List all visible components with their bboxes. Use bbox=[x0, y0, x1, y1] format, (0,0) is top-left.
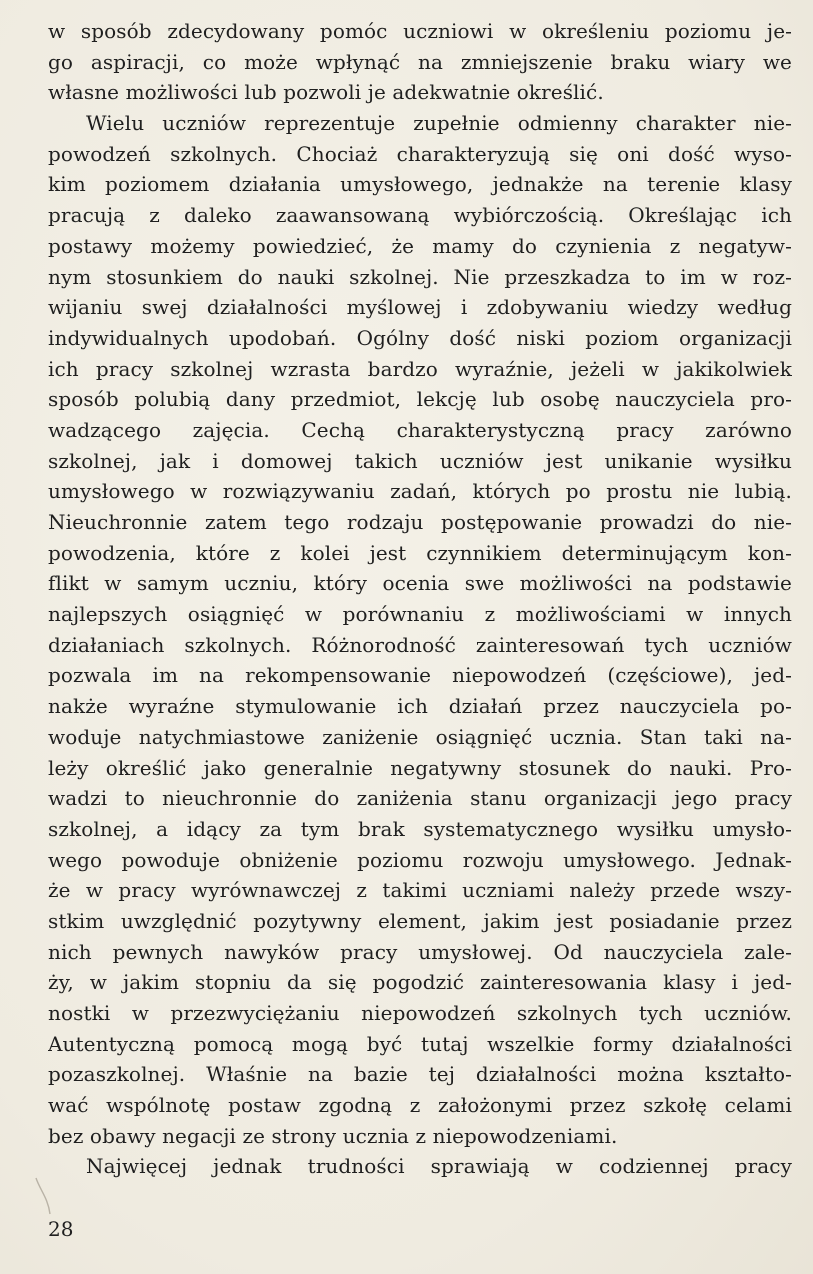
text-line: bez obawy negacji ze strony ucznia z niepowodzeniami. bbox=[48, 1123, 618, 1148]
pencil-margin-mark bbox=[30, 1176, 66, 1216]
text-line: pozwala im na rekompensowanie niepowodzeń (częściowe), jed- bbox=[48, 663, 792, 688]
text-line: wego powoduje obniżenie poziomu rozwoju umysłowego. Jednak- bbox=[48, 847, 792, 872]
text-line: szkolnej, jak i domowej takich uczniów jest unikanie wysiłku bbox=[48, 448, 792, 473]
text-line: że w pracy wyrównawczej z takimi uczniami należy przede wszy- bbox=[48, 878, 792, 903]
text-line: nakże wyraźne stymulowanie ich działań przez nauczyciela po- bbox=[48, 694, 792, 719]
text-line: wadzącego zajęcia. Cechą charakterystyczną pracy zarówno bbox=[48, 417, 792, 442]
text-line: umysłowego w rozwiązywaniu zadań, których po prostu nie lubią. bbox=[48, 479, 792, 504]
text-line: leży określić jako generalnie negatywny stosunek do nauki. Pro- bbox=[48, 755, 792, 780]
text-line: Nieuchronnie zatem tego rodzaju postępowanie prowadzi do nie- bbox=[48, 510, 792, 534]
text-line: postawy możemy powiedzieć, że mamy do czynienia z negatyw- bbox=[48, 233, 792, 258]
text-line: szkolnej, a idący za tym brak systematycznego wysiłku umysło- bbox=[48, 816, 792, 841]
text-line: woduje natychmiastowe zaniżenie osiągnięć ucznia. Stan taki na- bbox=[48, 724, 792, 749]
text-line: ich pracy szkolnej wzrasta bardzo wyraźnie, jeżeli w jakikolwiek bbox=[48, 356, 792, 381]
text-line: najlepszych osiągnięć w porównaniu z możliwościami w innych bbox=[48, 602, 792, 627]
text-line: pozaszkolnej. Właśnie na bazie tej działalności można kształto- bbox=[48, 1062, 792, 1087]
text-line: sposób polubią dany przedmiot, lekcję lub osobę nauczyciela pro- bbox=[48, 387, 792, 412]
text-line: kim poziomem działania umysłowego, jednakże na terenie klasy bbox=[48, 172, 792, 197]
text-line: pracują z daleko zaawansowaną wybiórczością. Określając ich bbox=[48, 203, 792, 228]
text-line: powodzenia, które z kolei jest czynnikiem determinującym kon- bbox=[48, 540, 792, 565]
text-line: Najwięcej jednak trudności sprawiają w codziennej pracy bbox=[86, 1154, 792, 1179]
text-line: flikt w samym uczniu, który ocenia swe możliwości na podstawie bbox=[48, 571, 792, 596]
text-line: własne możliwości lub pozwoli je adekwatnie określić. bbox=[48, 80, 604, 105]
text-line: nich pewnych nawyków pracy umysłowej. Od nauczyciela zale- bbox=[48, 939, 792, 964]
text-line: nostki w przezwyciężaniu niepowodzeń szkolnych tych uczniów. bbox=[48, 1001, 792, 1025]
page-number: 28 bbox=[48, 1217, 74, 1241]
text-line: go aspiracji, co może wpłynąć na zmniejszenie braku wiary we bbox=[48, 49, 792, 74]
body-text bbox=[48, 16, 792, 1182]
text-line: indywidualnych upodobań. Ogólny dość niski poziom organizacji bbox=[48, 325, 792, 350]
text-line: działaniach szkolnych. Różnorodność zainteresowań tych uczniów bbox=[48, 632, 792, 657]
text-line: wadzi to nieuchronnie do zaniżenia stanu organizacji jego pracy bbox=[48, 786, 792, 811]
text-line: stkim uwzględnić pozytywny element, jakim jest posiadanie przez bbox=[48, 908, 792, 933]
text-line: Autentyczną pomocą mogą być tutaj wszelkie formy działalności bbox=[48, 1031, 792, 1056]
text-line: w sposób zdecydowany pomóc uczniowi w określeniu poziomu je- bbox=[48, 19, 792, 43]
text-line: powodzeń szkolnych. Chociaż charakteryzują się oni dość wyso- bbox=[48, 141, 792, 166]
text-line: nym stosunkiem do nauki szkolnej. Nie przeszkadza to im w roz- bbox=[48, 264, 792, 289]
text-line: Wielu uczniów reprezentuje zupełnie odmienny charakter nie- bbox=[86, 111, 792, 136]
text-line: ży, w jakim stopniu da się pogodzić zainteresowania klasy i jed- bbox=[48, 970, 792, 995]
text-line: wać wspólnotę postaw zgodną z założonymi przez szkołę celami bbox=[48, 1093, 792, 1118]
text-line: wijaniu swej działalności myślowej i zdobywaniu wiedzy według bbox=[48, 295, 792, 320]
